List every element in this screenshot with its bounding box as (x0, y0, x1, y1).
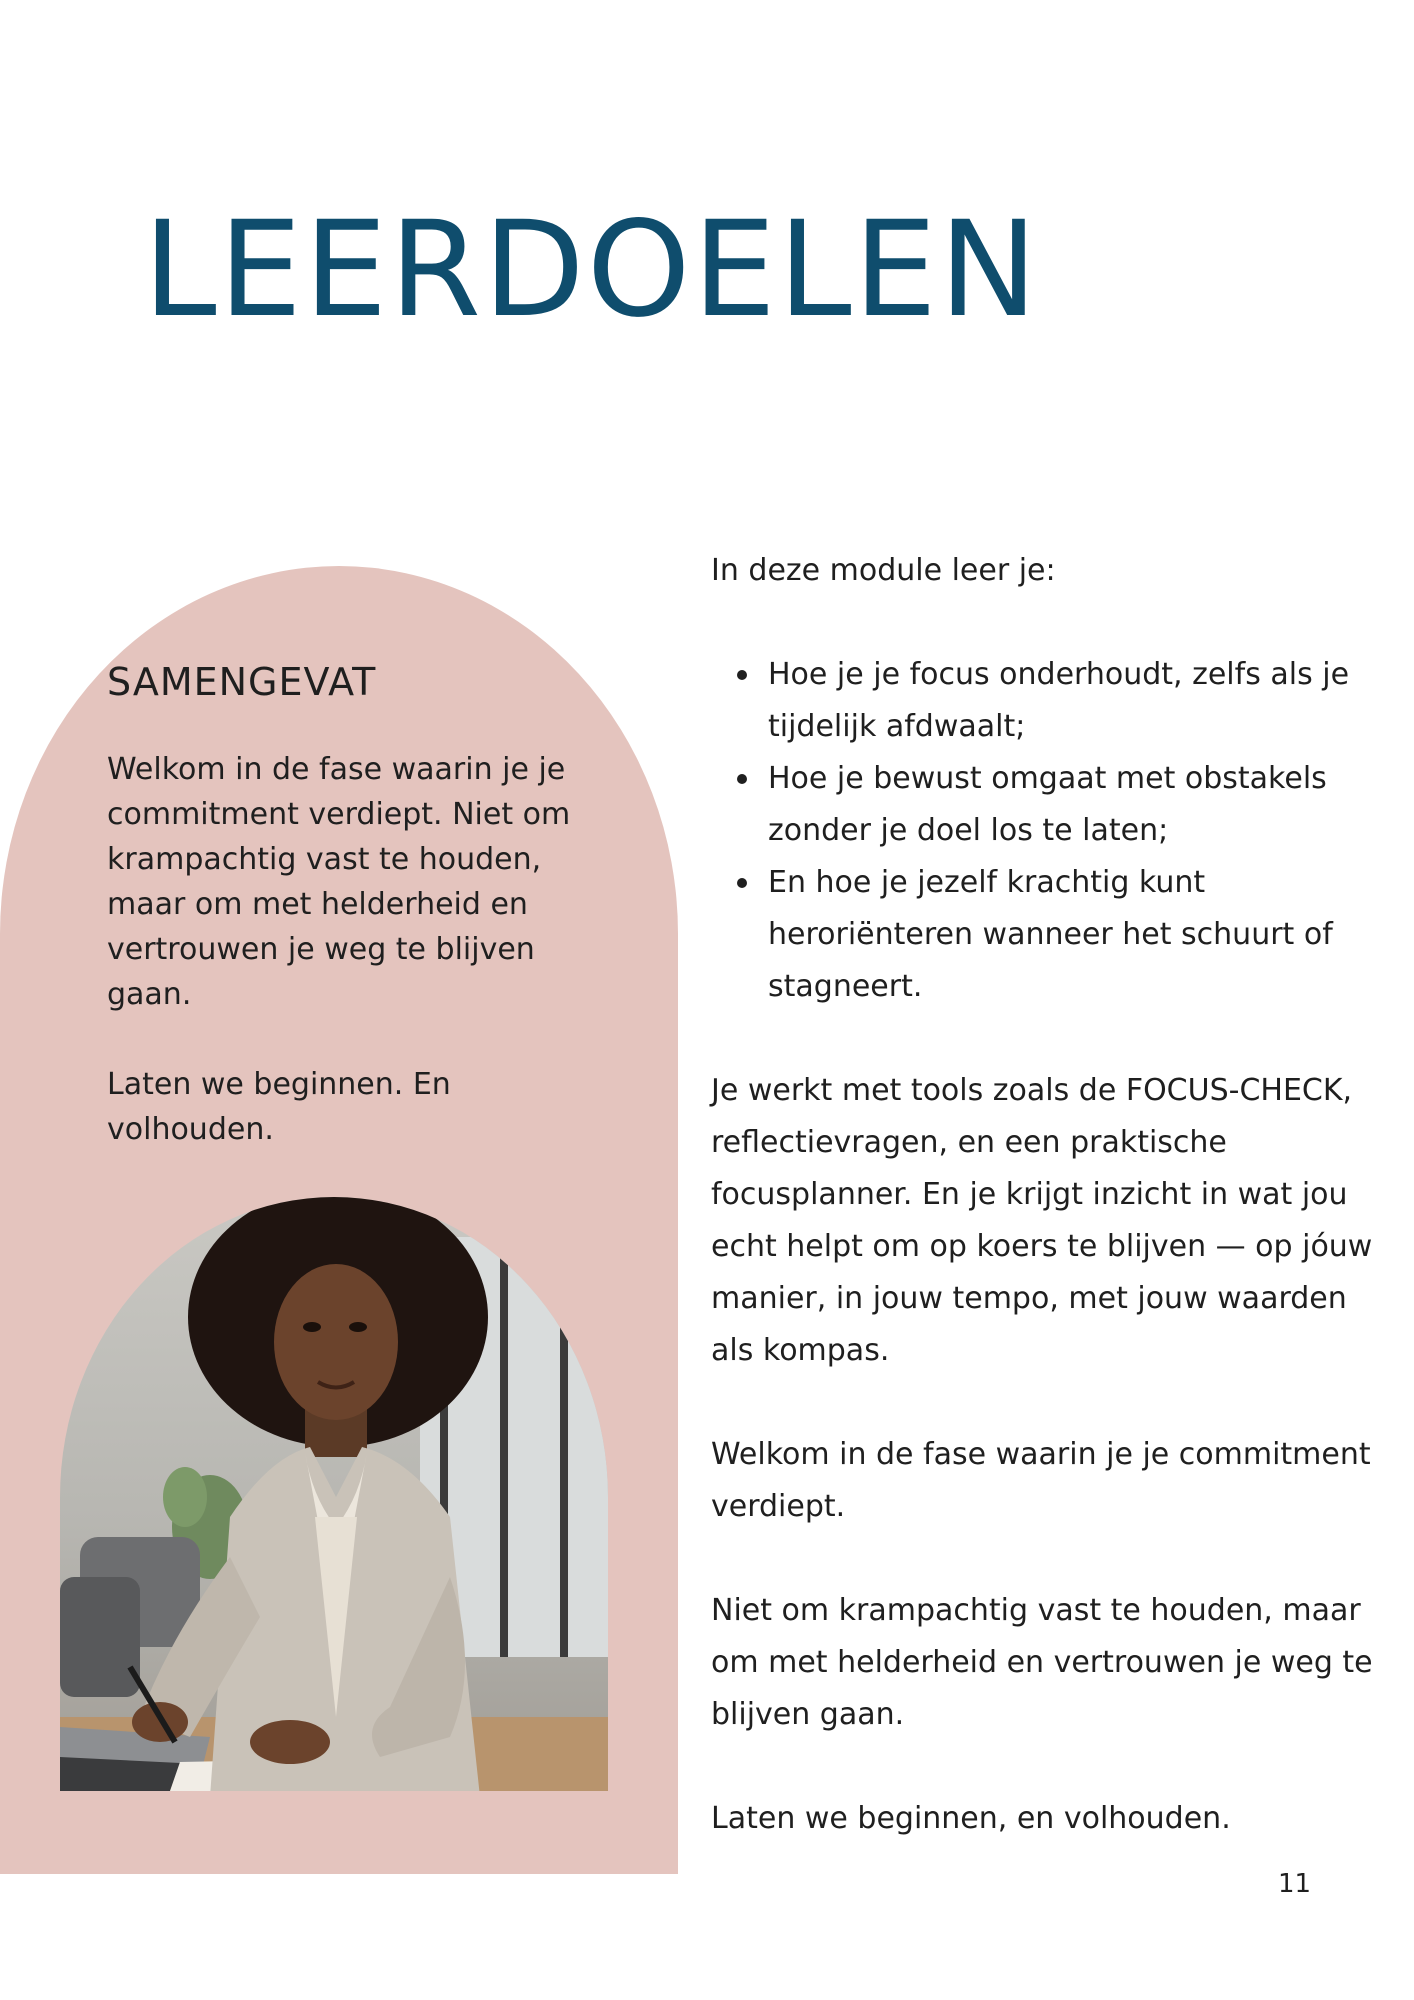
page-number: 11 (1278, 1869, 1312, 1899)
content-intro: In deze module leer je: (711, 553, 1056, 588)
summary-heading: SAMENGEVAT (107, 660, 377, 704)
list-item: Hoe je je focus onderhoudt, zelfs als je tijdelijk afdwaalt; (711, 649, 1381, 753)
summary-text (107, 747, 577, 1197)
woman-at-desk-photo (60, 1197, 608, 1791)
learning-goals-content (711, 545, 1381, 1845)
content-paragraph: Niet om krampachtig vast te houden, maar om met helderheid en vertrouwen je weg te blijven gaan. (711, 1593, 1373, 1732)
spacer (711, 1377, 1381, 1429)
page-title: LEERDOELEN (143, 193, 1040, 347)
summary-paragraph: Laten we beginnen. En volhouden. (107, 1067, 451, 1147)
summary-paragraph: Welkom in de fase waarin je je commitment verdiept. Niet om krampachtig vast te houden, maar om met helderheid en vertrouwen je weg te blijven gaan. (107, 752, 571, 1012)
list-item: En hoe je jezelf krachtig kunt heroriënteren wanneer het schuurt of stagneert. (711, 857, 1381, 1013)
spacer (711, 1741, 1381, 1793)
content-paragraph: Laten we beginnen, en volhouden. (711, 1801, 1231, 1836)
list-item: Hoe je bewust omgaat met obstakels zonder je doel los te laten; (711, 753, 1381, 857)
spacer (711, 1533, 1381, 1585)
spacer (711, 1013, 1381, 1065)
content-paragraph: Je werkt met tools zoals de FOCUS-CHECK, reflectievragen, en een praktische focusplanner. En je krijgt inzicht in wat jou echt helpt om op koers te blijven — op jóuw manier, in jouw tempo, met jouw waarden als kompas. (711, 1073, 1373, 1368)
spacer (711, 597, 1381, 649)
learning-goals-list (711, 649, 1381, 1013)
content-paragraph: Welkom in de fase waarin je je commitment verdiept. (711, 1437, 1371, 1524)
